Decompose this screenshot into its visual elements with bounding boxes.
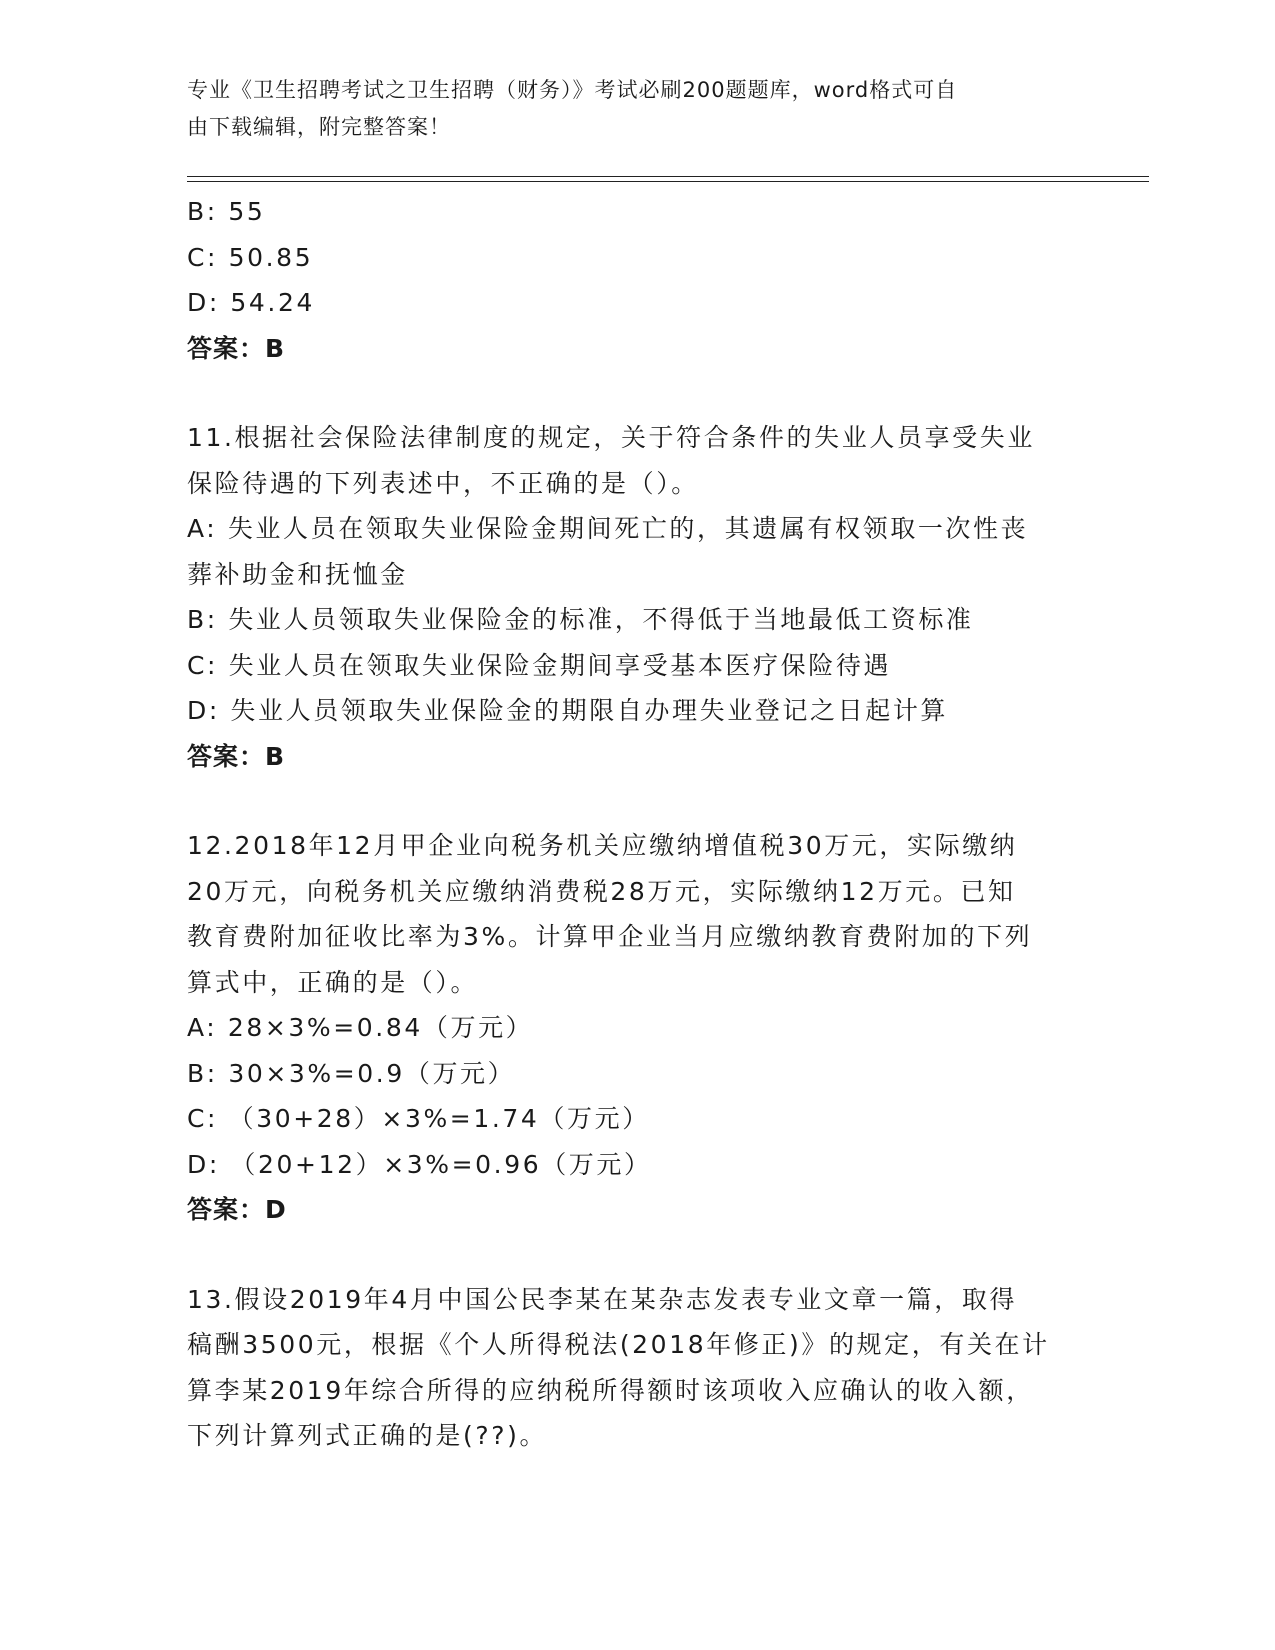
header-divider-top [187, 176, 1149, 177]
option-b: B: 失业人员领取失业保险金的标准，不得低于当地最低工资标准 [187, 605, 974, 634]
question-stem-line: 算式中，正确的是（）。 [187, 967, 479, 997]
answer-line: 答案：B [187, 333, 286, 363]
option-c: C: （30+28）×3%=1.74（万元） [187, 1104, 650, 1133]
prev-question-block [187, 189, 1087, 371]
question-stem-line: 20万元，向税务机关应缴纳消费税28万元，实际缴纳12万元。已知 [187, 876, 1016, 906]
spacer [187, 779, 1087, 823]
question-stem-line: 保险待遇的下列表述中，不正确的是（）。 [187, 468, 699, 498]
document-body [187, 189, 1087, 1459]
question-stem-line: 稿酬3500元，根据《个人所得税法(2018年修正)》的规定，有关在计 [187, 1330, 1050, 1359]
answer-line: 答案：B [187, 741, 286, 771]
header-line-2: 由下载编辑，附完整答案！ [187, 115, 451, 139]
question-stem-line: 下列计算列式正确的是(??)。 [187, 1421, 548, 1450]
question-stem-line: 12.2018年12月甲企业向税务机关应缴纳增值税30万元，实际缴纳 [187, 831, 1018, 860]
question-12 [187, 823, 1087, 1233]
answer-line: 答案：D [187, 1195, 287, 1224]
option-b: B: 55 [187, 197, 266, 226]
question-stem-line: 13.假设2019年4月中国公民李某在某杂志发表专业文章一篇，取得 [187, 1284, 1018, 1314]
option-a-continued: 葬补助金和抚恤金 [187, 559, 408, 589]
spacer [187, 371, 1087, 415]
question-stem-line: 教育费附加征收比率为3%。计算甲企业当月应缴纳教育费附加的下列 [187, 922, 1033, 951]
option-d: D: 54.24 [187, 288, 315, 317]
option-b: B: 30×3%=0.9（万元） [187, 1058, 516, 1088]
option-c: C: 失业人员在领取失业保险金期间享受基本医疗保险待遇 [187, 650, 892, 680]
question-13 [187, 1277, 1087, 1459]
option-a: A: 28×3%=0.84（万元） [187, 1013, 534, 1042]
header-divider-bottom [187, 181, 1149, 182]
question-11 [187, 415, 1087, 779]
question-stem-line: 11.根据社会保险法律制度的规定，关于符合条件的失业人员享受失业 [187, 423, 1035, 452]
header-line-1: 专业《卫生招聘考试之卫生招聘（财务）》考试必刷200题题库，word格式可自 [187, 78, 958, 102]
option-d: D: （20+12）×3%=0.96（万元） [187, 1149, 652, 1179]
question-stem-line: 算李某2019年综合所得的应纳税所得额时该项收入应确认的收入额， [187, 1375, 1034, 1405]
option-c: C: 50.85 [187, 242, 314, 272]
option-d: D: 失业人员领取失业保险金的期限自办理失业登记之日起计算 [187, 696, 949, 725]
option-a: A: 失业人员在领取失业保险金期间死亡的，其遗属有权领取一次性丧 [187, 514, 1029, 543]
spacer [187, 1233, 1087, 1277]
document-header [187, 72, 1067, 146]
